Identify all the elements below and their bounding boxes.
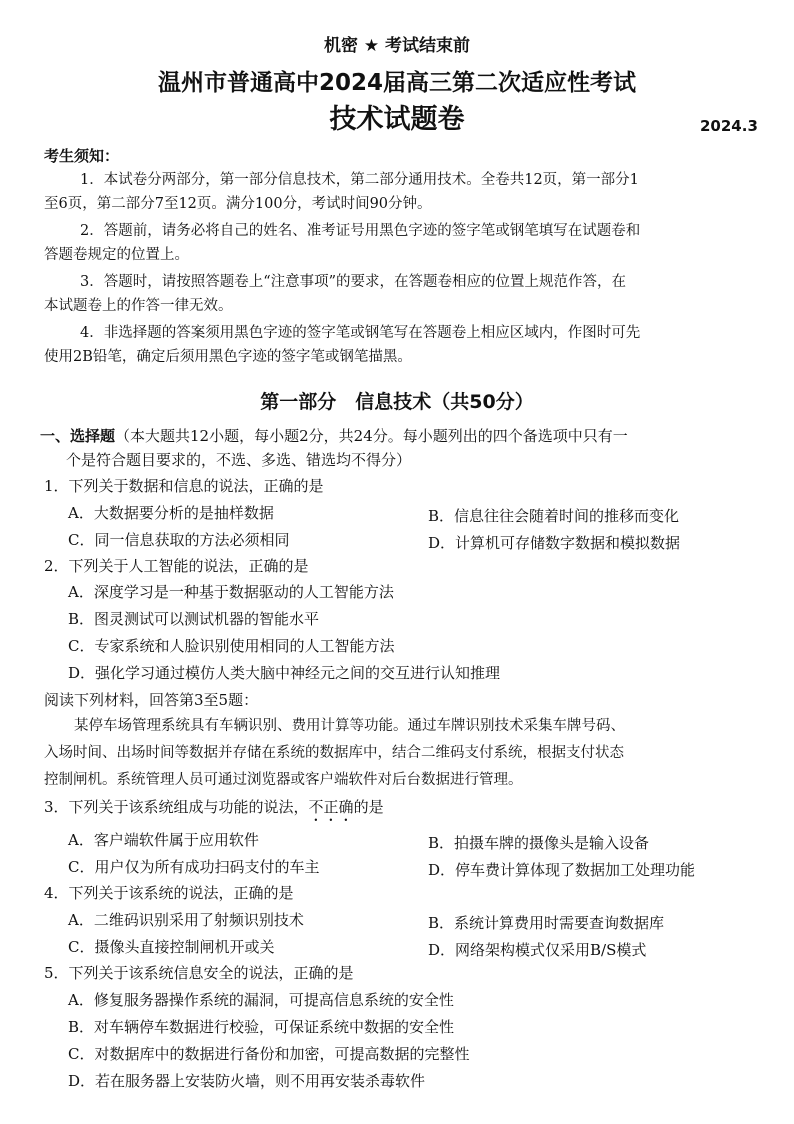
q1-option-b: B．信息往往会随着时间的推移而变化: [428, 507, 680, 525]
q2-option-b: B．图灵测试可以测试机器的智能水平: [68, 610, 320, 628]
q2-option-c: C．专家系统和人脸识别使用相同的人工智能方法: [68, 637, 395, 655]
exam-date: 2024.3: [700, 117, 758, 135]
q4-option-d: D．网络架构模式仅采用B/S模式: [428, 941, 647, 959]
confidential-label: 机密 ★ 考试结束前: [323, 36, 471, 56]
q3-stem-post: 的是: [353, 798, 384, 816]
part1-heading-rest: （本大题共12小题，每小题2分，共24分。每小题列出的四个备选项中只有一: [115, 427, 628, 445]
material-line: 入场时间、出场时间等数据并存储在系统的数据库中，结合二维码支付系统，根据支付状态: [44, 745, 624, 761]
material-line: 某停车场管理系统具有车辆识别、费用计算等功能。通过车牌识别技术采集车牌号码、: [74, 718, 625, 734]
notice-line: 答题卷规定的位置上。: [44, 247, 189, 263]
q2-option-a: A．深度学习是一种基于数据驱动的人工智能方法: [68, 583, 394, 601]
q5-stem: 5．下列关于该系统信息安全的说法，正确的是: [44, 964, 354, 982]
exam-title: 温州市普通高中2024届高三第二次适应性考试: [157, 70, 636, 96]
q3-option-a: A．客户端软件属于应用软件: [68, 831, 259, 849]
material-line: 控制闸机。系统管理人员可通过浏览器或客户端软件对后台数据进行管理。: [44, 772, 523, 788]
notice-title: 考生须知：: [44, 147, 120, 165]
q5-option-a: A．修复服务器操作系统的漏洞，可提高信息系统的安全性: [68, 991, 454, 1009]
paper-title: 技术试题卷: [329, 104, 465, 135]
q3-option-c: C．用户仅为所有成功扫码支付的车主: [68, 858, 320, 876]
q4-stem: 4．下列关于该系统的说法，正确的是: [44, 884, 294, 902]
notice-line: 4．非选择题的答案须用黑色字迹的签字笔或钢笔写在答题卷上相应区域内，作图时可先: [80, 325, 641, 341]
material-intro: 阅读下列材料，回答第3至5题：: [44, 691, 259, 709]
q2-option-d: D．强化学习通过模仿人类大脑中神经元之间的交互进行认知推理: [68, 664, 501, 682]
q3-stem: [44, 797, 384, 825]
q3-stem-pre: 3．下列关于该系统组成与功能的说法，: [44, 798, 309, 816]
q3-option-d: D．停车费计算体现了数据加工处理功能: [428, 861, 696, 879]
notice-line: 3．答题时，请按照答题卷上“注意事项”的要求，在答题卷相应的位置上规范作答，在: [80, 274, 627, 290]
q4-option-c: C．摄像头直接控制闸机开或关: [68, 938, 275, 956]
q3-option-b: B．拍摄车牌的摄像头是输入设备: [428, 834, 650, 852]
notice-line: 至6页，第二部分7至12页。满分100分，考试时间90分钟。: [44, 196, 432, 212]
q3-stem-emphasis: 不正确: [308, 798, 354, 816]
q5-option-c: C．对数据库中的数据进行备份和加密，可提高数据的完整性: [68, 1045, 470, 1063]
q4-option-a: A．二维码识别采用了射频识别技术: [68, 911, 304, 929]
q5-option-d: D．若在服务器上安装防火墙，则不用再安装杀毒软件: [68, 1072, 426, 1090]
q1-option-a: A．大数据要分析的是抽样数据: [68, 504, 274, 522]
q5-option-b: B．对车辆停车数据进行校验，可保证系统中数据的安全性: [68, 1018, 455, 1036]
q2-stem: 2．下列关于人工智能的说法，正确的是: [44, 557, 309, 575]
part1-heading-label: 一、选择题: [40, 427, 116, 445]
part1-heading: [40, 426, 628, 446]
notice-line: 本试题卷上的作答一律无效。: [44, 298, 233, 314]
q1-option-c: C．同一信息获取的方法必须相同: [68, 531, 290, 549]
notice-line: 使用2B铅笔，确定后须用黑色字迹的签字笔或钢笔描黑。: [44, 349, 412, 365]
notice-line: 1．本试卷分两部分，第一部分信息技术，第二部分通用技术。全卷共12页，第一部分1: [80, 172, 639, 188]
notice-line: 2．答题前，请务必将自己的姓名、准考证号用黑色字迹的签字笔或钢笔填写在试题卷和: [80, 223, 641, 239]
q1-stem: 1．下列关于数据和信息的说法，正确的是: [44, 477, 324, 495]
section-title: 第一部分 信息技术（共50分）: [260, 391, 534, 413]
part1-heading-cont: 个是符合题目要求的，不选、多选、错选均不得分）: [66, 451, 412, 469]
q4-option-b: B．系统计算费用时需要查询数据库: [428, 914, 665, 932]
q1-option-d: D．计算机可存储数字数据和模拟数据: [428, 534, 681, 552]
